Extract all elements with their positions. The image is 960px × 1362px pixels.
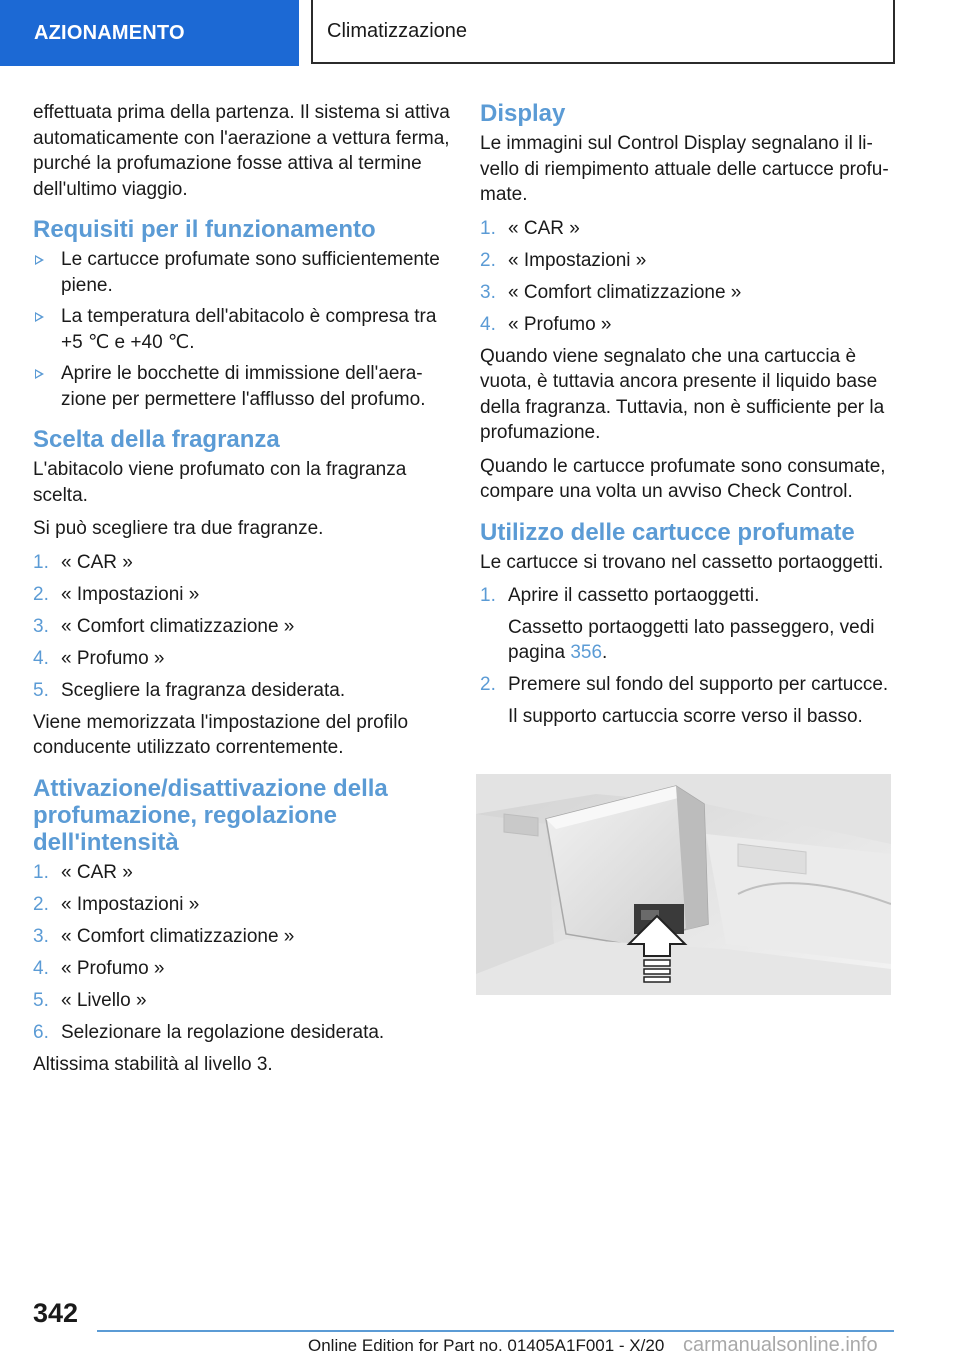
scelta-steps: [33, 550, 451, 704]
utilizzo-steps: [480, 583, 896, 729]
step-number: 3.: [480, 281, 496, 303]
attivazione-heading: Attivazione/disattivazione della profumazione, regolazione dell'intensità: [33, 774, 388, 856]
up-arrow-icon: [626, 914, 688, 984]
list-item: 3. « Comfort climatizzazione »: [33, 614, 451, 640]
list-item: 4. « Profumo »: [33, 646, 451, 672]
display-steps: [480, 216, 896, 338]
list-item: 1. « CAR »: [33, 860, 451, 886]
right-column: [480, 100, 896, 736]
scelta-paragraph-2: Si può scegliere tra due fragranze.: [33, 518, 324, 539]
display-paragraph-3: Quando le cartucce profumate sono consumate, compare una volta un avviso Check Control.: [480, 455, 886, 502]
utilizzo-paragraph: Le cartucce si trovano nel cassetto portaoggetti.: [480, 551, 884, 573]
watermark: carmanualsonline.info: [683, 1334, 878, 1356]
list-item: 1. « CAR »: [480, 216, 896, 242]
step-number: 2.: [33, 583, 49, 605]
step-number: 4.: [33, 647, 49, 669]
list-item: 1. Aprire il cassetto portaoggetti. Cassetto portaoggetti lato passeggero, vedi pagina 356.: [480, 583, 896, 666]
step-number: 3.: [33, 925, 49, 947]
display-heading: Display: [480, 100, 566, 127]
step-number: 2.: [480, 674, 496, 695]
list-item: La temperatura dell'abitacolo è compresa tra +5 ℃ e +40 ℃.: [33, 304, 451, 355]
list-item: 3. « Comfort climatizzazione »: [33, 924, 451, 950]
left-column: [33, 100, 451, 1085]
cartridge-holder-figure: [476, 774, 891, 995]
list-item: 1. « CAR »: [33, 550, 451, 576]
list-item: 4. « Profumo »: [33, 956, 451, 982]
display-paragraph-2: Quando viene segnalato che una cartuccia è vuota, è tuttavia ancora presente il liquido base della fragranza. Tuttavia, non è sufficiente per la profumazione.: [480, 345, 885, 443]
header-chapter-label: Climatizzazione: [327, 19, 468, 42]
step-number: 4.: [480, 313, 496, 335]
list-item: 2. « Impostazioni »: [480, 248, 896, 274]
step-number: 5.: [33, 989, 49, 1011]
step-number: 2.: [33, 893, 49, 915]
requisiti-list: [33, 247, 451, 412]
attivazione-steps: [33, 860, 451, 1046]
list-item: 2. Premere sul fondo del supporto per cartucce. Il supporto cartuccia scorre verso il basso.: [480, 672, 896, 729]
intro-paragraph: effettuata prima della partenza. Il sistema si attiva automaticamente con l'aerazione a vettura ferma, purché la profumazione fosse attiva al termine dell'ultimo viaggio.: [33, 102, 450, 200]
footer-edition: Online Edition for Part no. 01405A1F001 - X/20: [308, 1336, 665, 1355]
step-substep: Il supporto cartuccia scorre verso il basso.: [508, 705, 863, 727]
step-number: 2.: [480, 249, 496, 271]
step-number: 6.: [33, 1021, 49, 1043]
scelta-paragraph-1: L'abitacolo viene profumato con la fragranza scelta.: [33, 459, 407, 506]
triangle-bullet-icon: [35, 369, 44, 379]
step-number: 1.: [480, 585, 496, 606]
triangle-bullet-icon: [35, 312, 44, 322]
scelta-heading: Scelta della fragranza: [33, 426, 280, 453]
list-item: 2. « Impostazioni »: [33, 582, 451, 608]
step-number: 1.: [480, 217, 496, 239]
display-paragraph-1: Le immagini sul Control Display segnalano il livello di riempimento attuale delle cartucce profumate.: [480, 133, 889, 205]
list-item: 5. « Livello »: [33, 988, 451, 1014]
page-number: 342: [33, 1298, 79, 1328]
list-item: Le cartucce profumate sono sufficientemente piene.: [33, 247, 451, 298]
list-item: 3. « Comfort climatizzazione »: [480, 280, 896, 306]
step-number: 1.: [33, 861, 49, 883]
header-chapter-box: [311, 0, 895, 64]
step-number: 1.: [33, 551, 49, 573]
header-section-tab: [0, 0, 299, 66]
scelta-paragraph-3: Viene memorizzata l'impostazione del profilo conducente utilizzato correntemente.: [33, 711, 409, 758]
requisiti-heading: Requisiti per il funzionamento: [33, 216, 376, 243]
step-number: 3.: [33, 615, 49, 637]
footer-divider: [97, 1330, 894, 1332]
step-number: 4.: [33, 957, 49, 979]
step-substep: Cassetto portaoggetti lato passeggero, vedi pagina 356.: [508, 616, 875, 663]
step-number: 5.: [33, 679, 49, 701]
list-item: 5. Scegliere la fragranza desiderata.: [33, 678, 451, 704]
utilizzo-heading: Utilizzo delle cartucce profumate: [480, 518, 855, 546]
triangle-bullet-icon: [35, 255, 44, 265]
header-section-label: AZIONAMENTO: [34, 21, 185, 44]
list-item: Aprire le bocchette di immissione dell'aerazione per permettere l'afflusso del profumo.: [33, 361, 451, 412]
list-item: 2. « Impostazioni »: [33, 892, 451, 918]
list-item: 4. « Profumo »: [480, 312, 896, 338]
list-item: 6. Selezionare la regolazione desiderata.: [33, 1020, 451, 1046]
page-reference-link[interactable]: 356: [570, 642, 603, 663]
attivazione-paragraph: Altissima stabilità al livello 3.: [33, 1053, 273, 1075]
